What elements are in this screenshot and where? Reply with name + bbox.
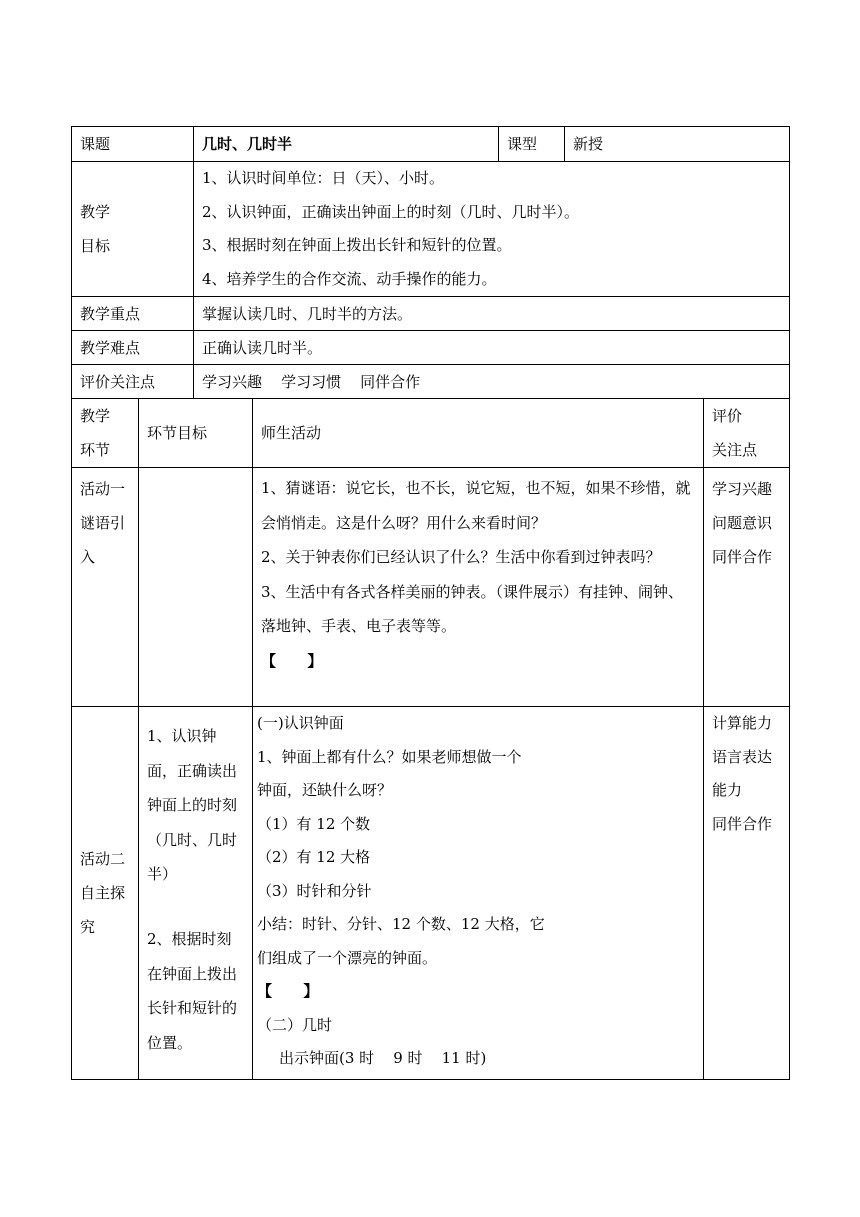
activity2-item: 钟面，还缺什么呀？: [257, 781, 393, 799]
activity2-goal-item: 1、认识钟面，正确读出钟面上的时刻（几时、几时半）: [147, 727, 238, 884]
activity1-item: 3、生活中有各式各样美丽的钟表。（课件展示）有挂钟、闹钟、落地钟、手表、电子表等等。: [261, 582, 684, 636]
key-point-label: 教学重点: [72, 297, 194, 331]
topic-value: 几时、几时半: [194, 127, 499, 162]
activity2-goal-item: 2、根据时刻在钟面上拨出长针和短针的位置。: [147, 929, 238, 1052]
objective-item: 3、根据时刻在钟面上拨出长针和短针的位置。: [202, 236, 512, 254]
activity2-item: 们组成了一个漂亮的钟面。: [257, 948, 438, 967]
activity2-goals: [139, 707, 253, 1080]
objective-item: 4、培养学生的合作交流、动手操作的能力。: [202, 269, 497, 288]
activity1-item: 1、猜谜语：说它长，也不长，说它短，也不短，如果不珍惜，就会悄悄走。这是什么呀？用什么来看时间？: [261, 479, 691, 532]
col-goal-header: 环节目标: [139, 399, 253, 468]
type-value: 新授: [565, 127, 790, 162]
objectives-label: 教学 目标: [72, 162, 194, 297]
col-activity-header: 师生活动: [253, 399, 704, 468]
activity1-eval: 学习兴趣 问题意识 同伴合作: [704, 468, 790, 707]
activity2-stage: 活动二 自主探 究: [72, 707, 139, 1080]
objectives-list: [194, 162, 790, 297]
activity1-content: [253, 468, 704, 707]
objective-item: 2、认识钟面，正确读出钟面上的时刻（几时、几时半）。: [202, 202, 580, 221]
summary-table: [71, 126, 790, 399]
activity2-item: (一)认识钟面: [257, 714, 344, 732]
col-stage-header: 教学 环节: [72, 399, 139, 468]
activity2-item: （2）有 12 大格: [257, 848, 371, 866]
difficulty-value: 正确认读几时半。: [194, 331, 790, 365]
activity2-item: 1、钟面上都有什么？如果老师想做一个: [257, 747, 522, 766]
activity2-bracket: 【 】: [257, 982, 319, 1000]
activity2-content: [253, 707, 704, 1080]
evaluation-value: 学习兴趣 学习习惯 同伴合作: [194, 365, 790, 399]
key-point-value: 掌握认读几时、几时半的方法。: [194, 297, 790, 331]
col-eval-header: 评价 关注点: [704, 399, 790, 468]
objective-item: 1、认识时间单位：日（天）、小时。: [202, 169, 445, 187]
type-label: 课型: [499, 127, 565, 162]
difficulty-label: 教学难点: [72, 331, 194, 365]
activity2-item: 小结：时针、分针、12 个数、12 大格，它: [257, 915, 545, 933]
activities-table: [71, 398, 790, 1080]
activity1-item: 2、关于钟表你们已经认识了什么？生活中你看到过钟表吗？: [261, 548, 661, 567]
activity1-stage: 活动一 谜语引 入: [72, 468, 139, 707]
activity2-item: 出示钟面(3 时 9 时 11 时): [279, 1049, 487, 1067]
activity2-eval: 计算能力 语言表达 能力 同伴合作: [704, 707, 790, 1080]
activity1-goal: [139, 468, 253, 707]
activity2-item: （二）几时: [257, 1015, 333, 1034]
topic-label: 课题: [72, 127, 194, 162]
activity2-item: （3）时针和分针: [257, 881, 372, 900]
lesson-plan: [71, 126, 789, 1080]
activity1-bracket: 【 】: [261, 651, 323, 670]
activity2-item: （1）有 12 个数: [257, 814, 371, 833]
evaluation-label: 评价关注点: [72, 365, 194, 399]
